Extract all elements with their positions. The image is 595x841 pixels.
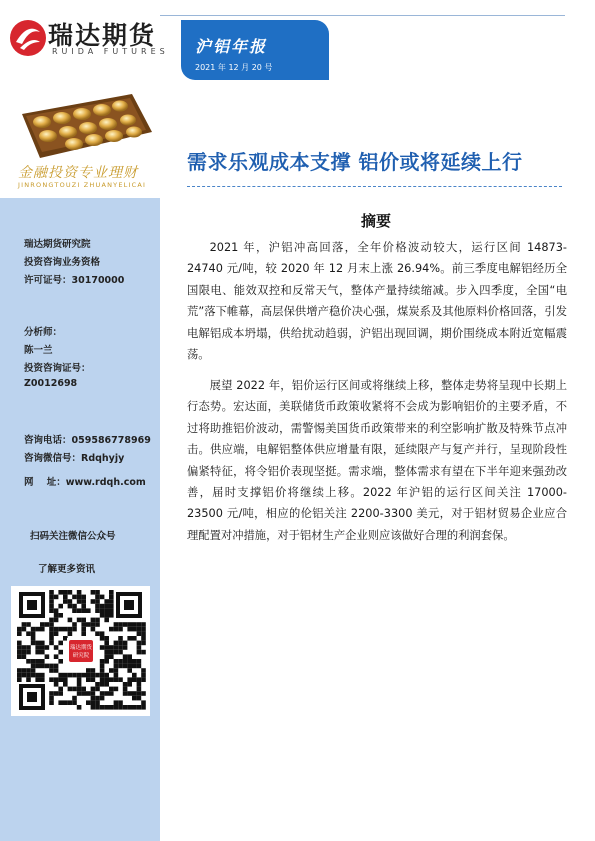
report-date: 2021 年 12 月 20 号 — [195, 63, 273, 72]
title-divider — [187, 186, 562, 187]
company-logo — [8, 14, 169, 60]
header-rule — [160, 15, 565, 16]
slogan-pinyin: JINRONGTOUZI ZHUANYELICAI — [18, 181, 147, 189]
cert-label: 投资咨询证号： — [24, 363, 91, 374]
abstract-paragraph-1: 2021 年，沪铝冲高回落，全年价格波动较大，运行区间 14873-24740 元/吨，较 2020 年 12 月末上涨 26.94%。前三季度电解铝经历全国限电、能效双控和反常天气，整体产量持续缩减。步入四季度，全国“电荒”落下帷幕，高层保供增产稳价决心强，煤炭系及其他原料价格回落，引发电解铝成本坍塌，供给扰动趋弱，沪铝出现回调，期价围绕成本附近宽幅震荡。 — [187, 241, 567, 362]
analyst-label: 分析师： — [24, 327, 63, 338]
logo-subtext: RUIDA FUTURES — [52, 47, 169, 56]
report-type: 沪铝年报 — [195, 37, 268, 56]
qualification: 投资咨询业务资格 — [24, 257, 101, 268]
slogan: 金融投资专业理财 — [18, 165, 138, 181]
more-info-hint: 了解更多资讯 — [38, 564, 96, 575]
consult-wechat: 咨询微信号：Rdqhyjy — [24, 453, 125, 464]
license-number: 许可证号：30170000 — [24, 275, 125, 286]
report-badge — [181, 20, 329, 80]
sidebar — [0, 0, 169, 841]
logo-text: 瑞达期货 — [48, 21, 157, 50]
qr-logo-text-2: 研究院 — [72, 653, 90, 659]
scan-hint: 扫码关注微信公众号 — [30, 531, 116, 542]
consult-phone: 咨询电话：059586778969 — [24, 435, 151, 446]
org-name: 瑞达期货研究院 — [24, 239, 91, 250]
sidebar-panel — [0, 198, 160, 841]
abstract-paragraph-2: 展望 2022 年，铝价运行区间或将继续上移，整体走势将呈现中长期上行态势。宏达面，美联储货币政策收紧将不会成为影响铝价的主要矛盾，不过将助推铝价波动，需警惕美国货币政策带来的利空影响扩散及特殊节点冲击。供应端，电解铝整体供应增量有限，延续限产与复产并行，呈现阶段性偏紧特征，将令铝价表现坚挺。需求端，整体需求有望在下半年迎来强劲改善，届时支撑铝价将继续上移。2022 年沪铝的运行区间关注 17000-23500 元/吨，相应的伦铝关注 2200-3300 美元，对于铝材贸易企业应合理配置对冲措施，对于铝材生产企业则应该做好合理的利润套保。 — [187, 379, 567, 542]
website-link[interactable]: 网 址：www.rdqh.com — [24, 477, 146, 488]
cert-number: Z0012698 — [24, 378, 78, 389]
qr-logo-text-1: 瑞达期货 — [69, 645, 93, 651]
wechat-qr-code[interactable] — [11, 586, 150, 716]
analyst-name: 陈一兰 — [24, 345, 53, 356]
report-title: 需求乐观成本支撑 铝价或将延续上行 — [187, 150, 523, 174]
abstract-heading: 摘要 — [360, 212, 391, 230]
logo-icon — [8, 18, 48, 58]
